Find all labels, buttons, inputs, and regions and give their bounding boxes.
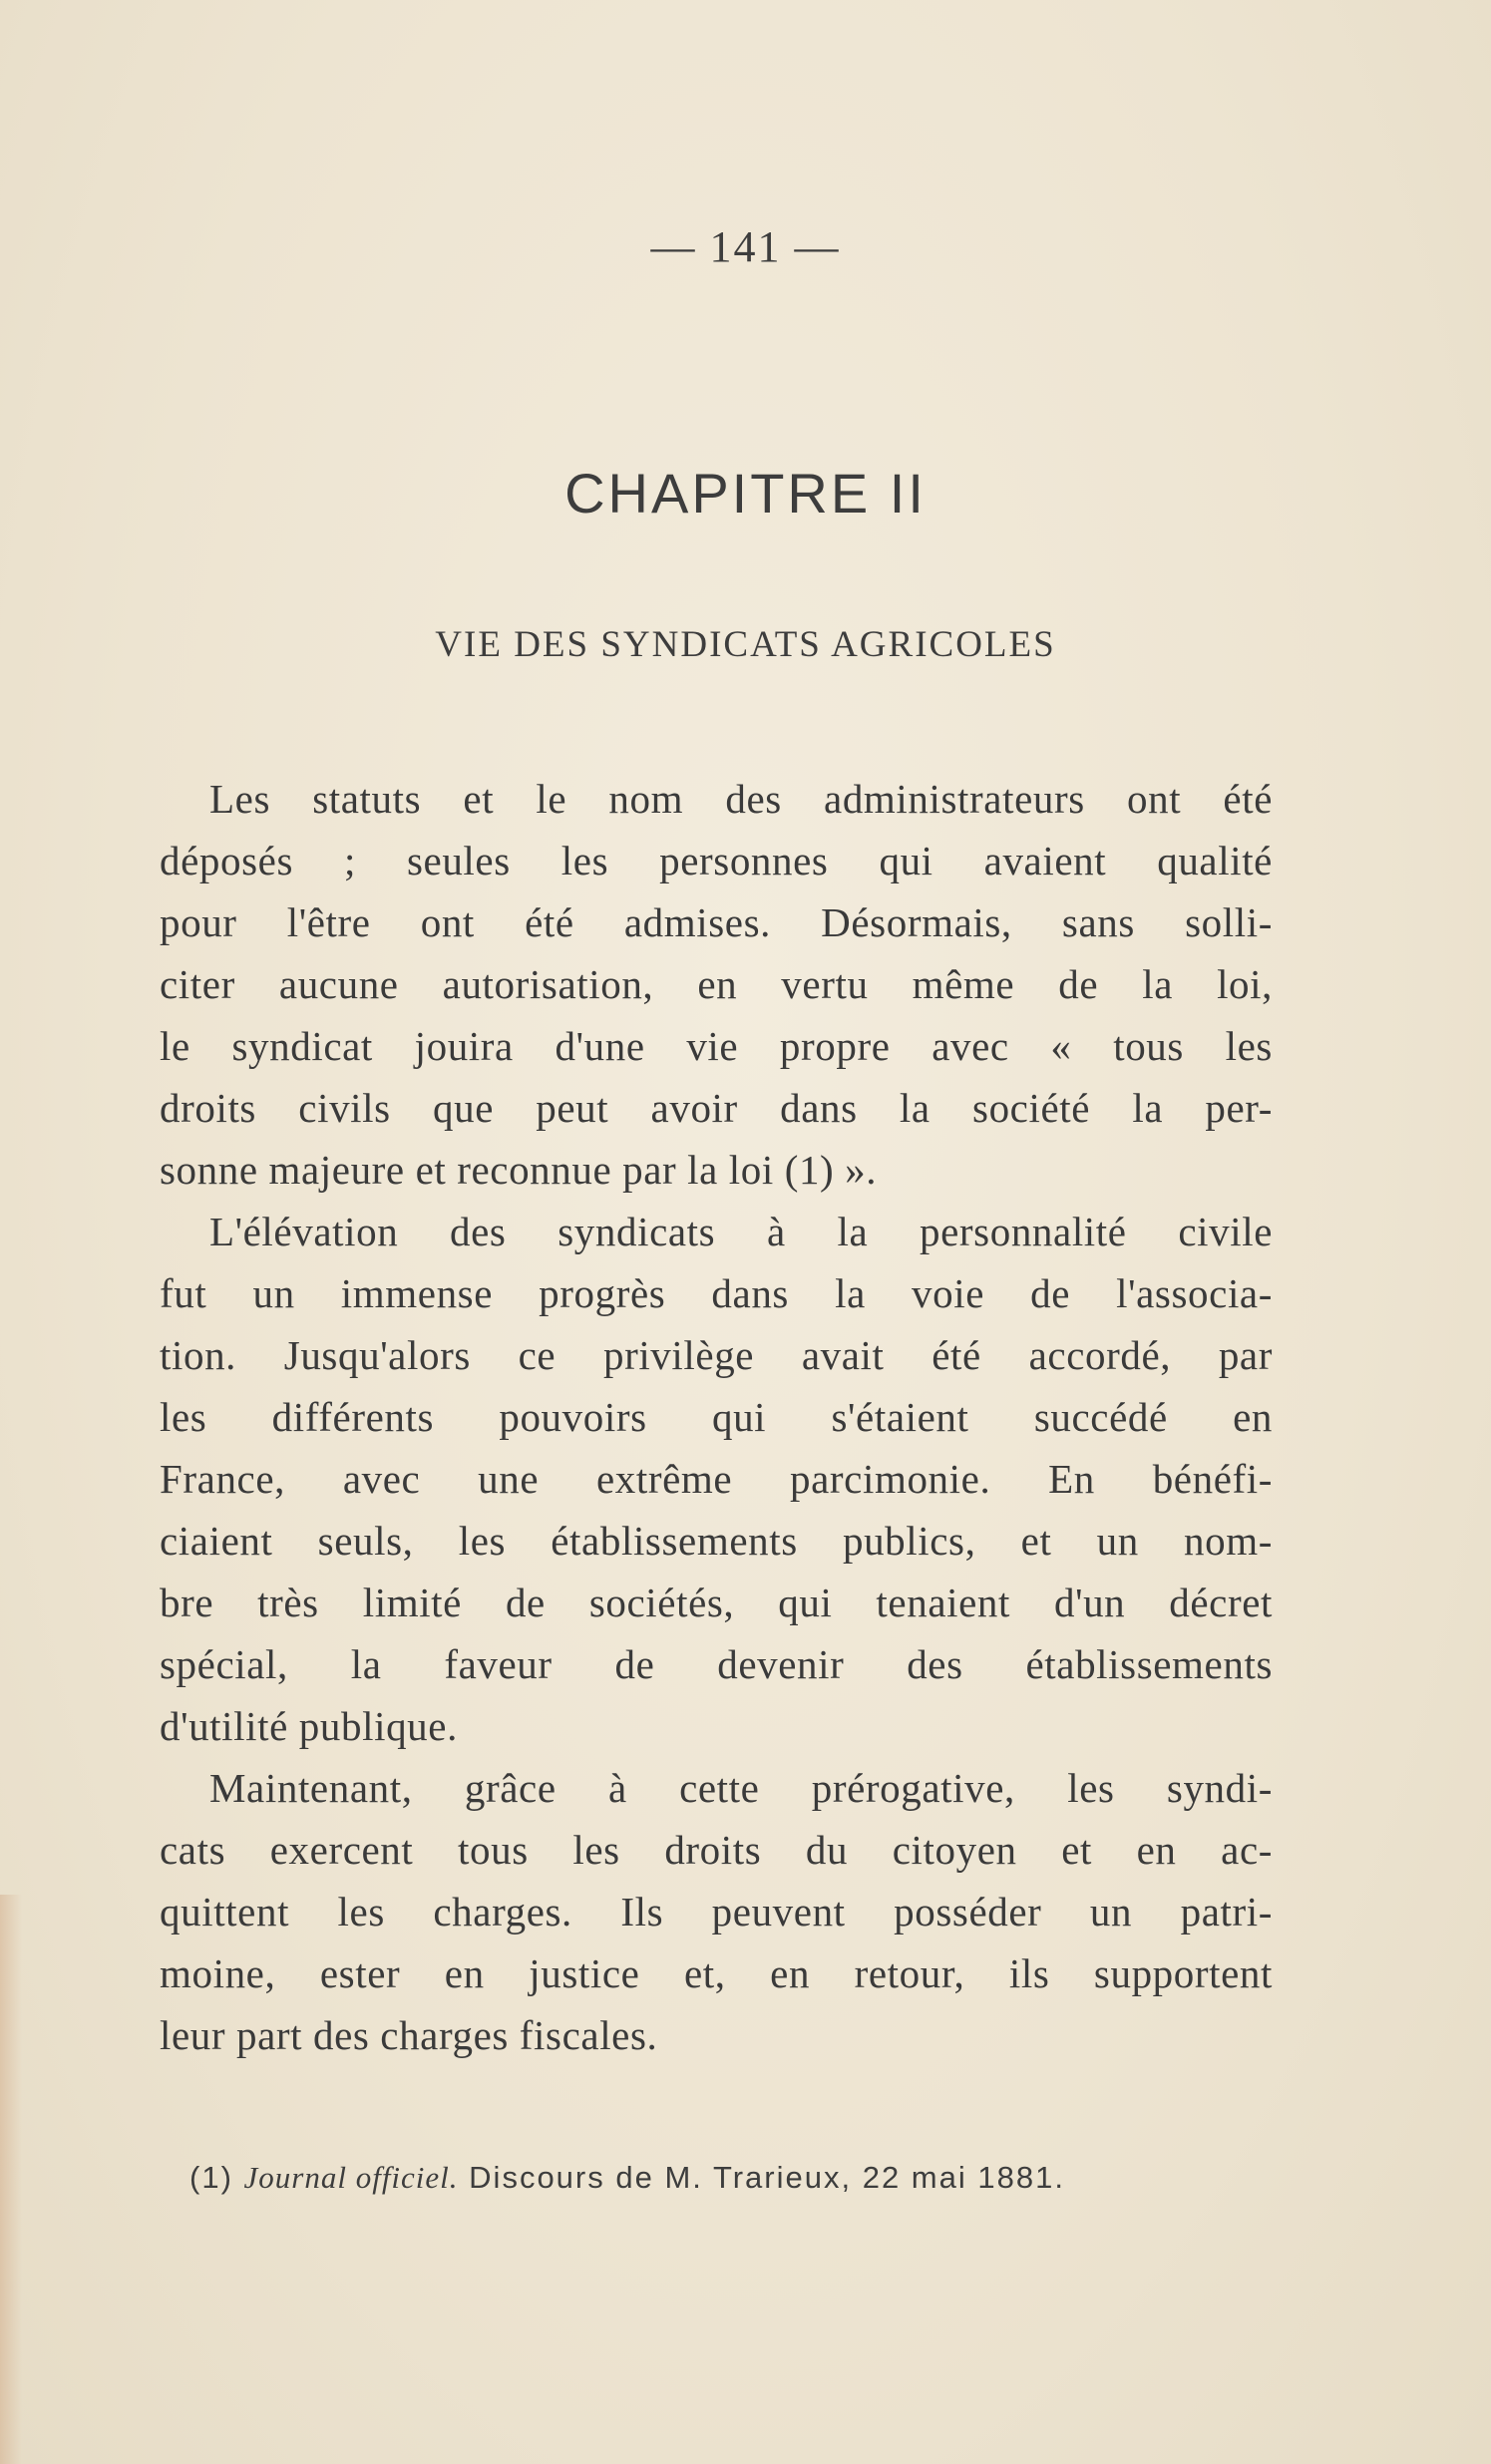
footnote [189, 2160, 1065, 2196]
text-line: sonne majeure et reconnue par la loi (1) ». [160, 1147, 878, 1193]
text-line: citer aucune autorisation, en vertu même de la loi, [160, 961, 1273, 1007]
text-line: droits civils que peut avoir dans la société la per- [160, 1085, 1273, 1131]
footnote-text: Discours de M. Trarieux, 22 mai 1881. [469, 2160, 1065, 2195]
footnote-marker: (1) [189, 2160, 233, 2195]
body-text [160, 768, 1273, 2066]
text-line: fut un immense progrès dans la voie de l'associa- [160, 1270, 1273, 1316]
text-line: France, avec une extrême parcimonie. En bénéfi- [160, 1456, 1273, 1502]
text-line: déposés ; seules les personnes qui avaient qualité [160, 838, 1273, 883]
text-line: L'élévation des syndicats à la personnalité civile [209, 1209, 1273, 1254]
text-line: quittent les charges. Ils peuvent posséder un patri- [160, 1889, 1273, 1935]
text-line: ciaient seuls, les établissements publics, et un nom- [160, 1518, 1273, 1564]
chapter-subtitle: VIE DES SYNDICATS AGRICOLES [435, 624, 1056, 665]
chapter-title: CHAPITRE II [564, 462, 927, 525]
text-line: leur part des charges fiscales. [160, 2012, 658, 2058]
text-line: le syndicat jouira d'une vie propre avec « tous les [160, 1023, 1273, 1069]
text-line: les différents pouvoirs qui s'étaient succédé en [160, 1394, 1273, 1440]
text-line: Maintenant, grâce à cette prérogative, les syndi- [209, 1765, 1273, 1811]
footnote-source: Journal officiel. [243, 2160, 459, 2195]
text-line: d'utilité publique. [160, 1703, 458, 1749]
text-line: tion. Jusqu'alors ce privilège avait été accordé, par [160, 1332, 1273, 1378]
text-line: cats exercent tous les droits du citoyen et en ac- [160, 1827, 1273, 1873]
page-edge-stain [0, 1895, 22, 2464]
text-line: spécial, la faveur de devenir des établissements [160, 1641, 1273, 1687]
text-line: bre très limité de sociétés, qui tenaient d'un décret [160, 1580, 1273, 1625]
page-number: — 141 — [650, 222, 841, 271]
text-line: pour l'être ont été admises. Désormais, sans solli- [160, 899, 1273, 945]
text-line: moine, ester en justice et, en retour, ils supportent [160, 1950, 1273, 1996]
text-line: Les statuts et le nom des administrateurs ont été [209, 776, 1273, 822]
